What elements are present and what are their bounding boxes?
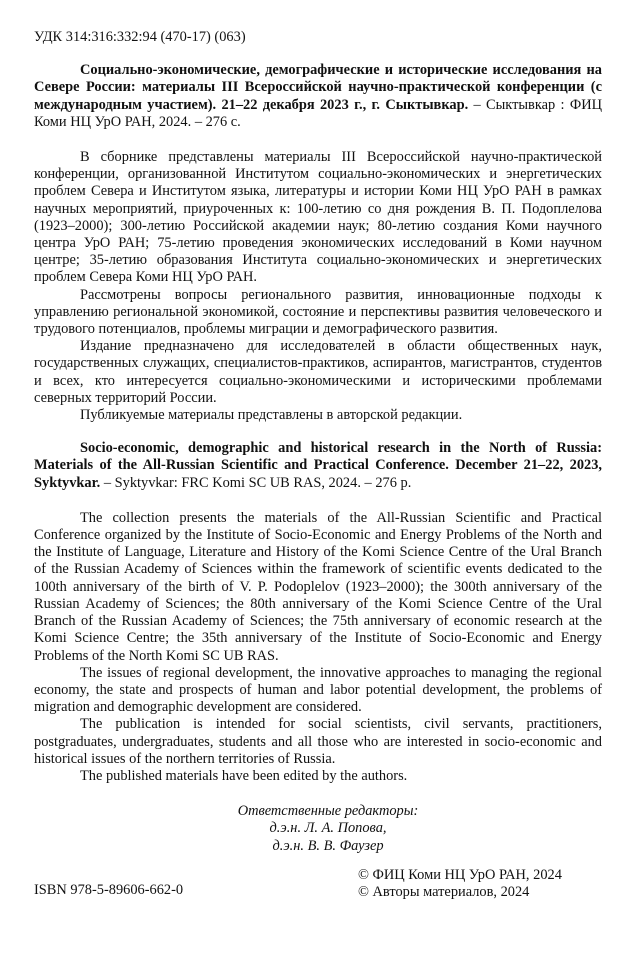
- russian-abstract-paragraph: Издание предназначено для исследователей в области общественных наук, государственных служащих, специалистов-практиков, аспирантов, магистрантов, студентов и всех, кто интересуется социально-экономическими и историческими проблемами северных территорий России.: [34, 338, 602, 406]
- editor-name: д.э.н. Л. А. Попова,: [269, 820, 387, 837]
- russian-abstract: [34, 149, 602, 424]
- copyright-block: [358, 867, 562, 901]
- russian-title-bold: Социально-экономические, демографические и исторические исследования на Севере России: материалы III Всероссийской научно-практической конференции (с международным участием). 21–22 декабря 2023 г., г. Сыктывкар.: [34, 62, 602, 113]
- copyright-line: © Авторы материалов, 2024: [358, 884, 530, 901]
- russian-abstract-paragraph: В сборнике представлены материалы III Всероссийской научно-практической конференции, организованной Институтом социально-экономических и энергетических проблем Севера и Институтом языка, литературы и истории Коми НЦ УрО РАН в рамках научных мероприятий, приуроченных к: 100-летию со дня рождения В. П. Подоплелова (1923–2000); 300-летию Российской академии наук; 80-летию создания Коми научного центра УрО РАН; 75-летию проведения экономических исследований в Коми научном центре; 35-летию образования Института социально-экономических и энергетических проблем Севера Коми НЦ УрО РАН.: [34, 149, 602, 286]
- isbn: ISBN 978-5-89606-662-0: [34, 881, 184, 898]
- english-abstract: [34, 510, 602, 785]
- page: [34, 29, 602, 899]
- english-title-publisher: – Syktyvkar: FRC Komi SC UB RAS, 2024. – 276 p.: [100, 474, 412, 491]
- english-abstract-paragraph: The collection presents the materials of the All-Russian Scientific and Practical Conference organized by the Institute of Socio-Economic and Energy Problems of the North and the Institute of Language, Literature and History of the Komi Science Centre of the Ural Branch of the Russian Academy of Sciences within the framework of scientific events dedicated to the 100th anniversary of the birth of V. P. Podoplelov (1923–2000); the 300th anniversary of the Russian Academy of Sciences; the 80th anniversary of the Komi Science Centre of the Ural Branch of the Russian Academy of Sciences; the 75th anniversary of economic research at the Komi Science Centre; the 35th anniversary of the Institute of Socio-Economic and Energy Problems of the North Komi SC UB RAS.: [34, 509, 602, 664]
- russian-abstract-paragraph: Публикуемые материалы представлены в авторской редакции.: [80, 407, 463, 424]
- english-bibliographic-title: [34, 440, 602, 492]
- copyright-line: © ФИЦ Коми НЦ УрО РАН, 2024: [358, 867, 562, 883]
- russian-title-publisher: – Сыктывкар : ФИЦ Коми НЦ УрО РАН, 2024. – 276 с.: [34, 96, 602, 130]
- editors-block: [34, 803, 602, 855]
- english-abstract-paragraph: The publication is intended for social scientists, civil servants, practitioners, postgraduates, undergraduates, students and all those who are interested in socio-economic and historical issues of the northern territories of Russia.: [34, 716, 602, 767]
- russian-bibliographic-title: [34, 62, 602, 131]
- english-abstract-paragraph: The issues of regional development, the innovative approaches to managing the regional economy, the state and prospects of human and labor potential development, the problems of migration and demographic development are considered.: [34, 664, 602, 716]
- russian-abstract-paragraph: Рассмотрены вопросы регионального развития, инновационные подходы к управлению региональной экономикой, состояние и перспективы развития человеческого и трудового потенциалов, проблемы миграции и демографического развития.: [34, 286, 602, 338]
- english-title-bold: Socio-economic, demographic and historical research in the North of Russia: Materials of the All-Russian Scientific and Practical Conference. December 21–22, 2023, Syktyvkar.: [34, 440, 602, 491]
- english-abstract-paragraph: The published materials have been edited by the authors.: [80, 767, 408, 784]
- udc-code: УДК 314:316:332:94 (470-17) (063): [34, 29, 246, 45]
- editors-heading: Ответственные редакторы:: [237, 803, 419, 820]
- editor-name: д.э.н. В. В. Фаузер: [272, 837, 384, 854]
